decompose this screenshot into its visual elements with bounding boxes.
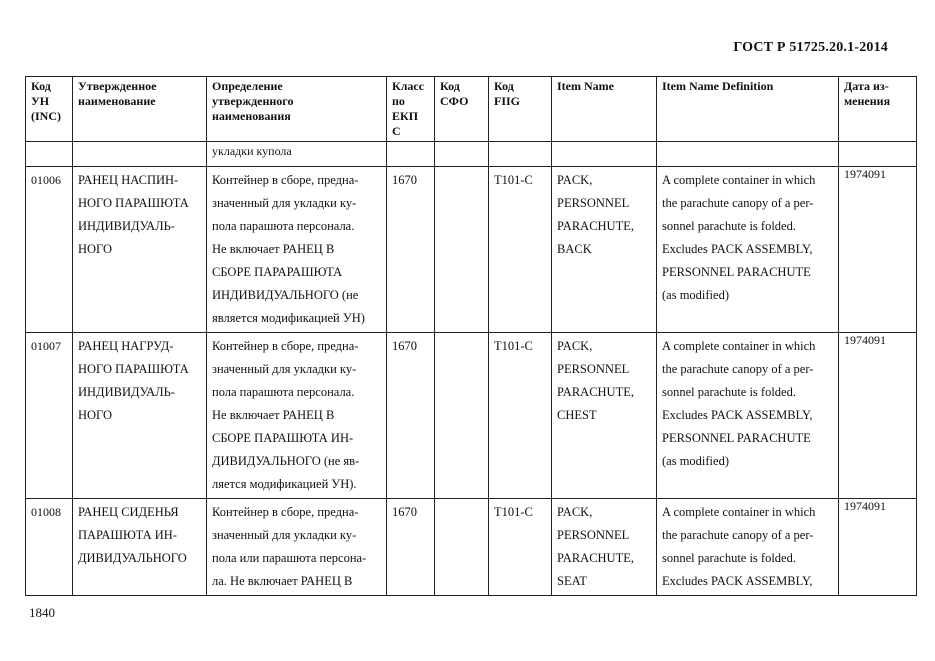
text-line: пола парашюта персонала.	[212, 219, 355, 233]
text-line: УН	[31, 94, 50, 108]
text-line: Excludes PACK ASSEMBLY,	[662, 574, 813, 588]
text-line: Контейнер в сборе, предна-	[212, 505, 359, 519]
text-line: Класс	[392, 79, 425, 93]
cell-name	[73, 499, 207, 596]
text-line: НОГО	[78, 242, 112, 256]
cell-fiig: T101-C	[489, 499, 552, 596]
text-line: ИНДИВИДУАЛЬ-	[78, 219, 175, 233]
cell-class	[387, 142, 435, 167]
document-header: ГОСТ Р 51725.20.1-2014	[733, 40, 888, 55]
text-line: Код	[31, 79, 51, 93]
text-line: Контейнер в сборе, предна-	[212, 173, 359, 187]
cell-date	[839, 142, 917, 167]
text-line: the parachute canopy of a per-	[662, 196, 814, 210]
text-line: РАНЕЦ НАГРУД-	[78, 339, 174, 353]
text-line: sonnel parachute is folded.	[662, 219, 796, 233]
text-line: Утвержденное	[78, 79, 157, 93]
text-line: НОГО	[78, 408, 112, 422]
cell-name	[73, 333, 207, 499]
cell-definition: укладки купола	[207, 142, 387, 167]
continuation-row	[26, 142, 917, 167]
text-line: (as modified)	[662, 454, 729, 468]
text-line: Дата из-	[844, 79, 889, 93]
text-line: Определение	[212, 79, 283, 93]
text-line: PERSONNEL	[557, 196, 630, 210]
text-line: FIIG	[494, 94, 521, 108]
col-header-definition	[207, 77, 387, 142]
text-line: Не включает РАНЕЦ В	[212, 408, 335, 422]
page-number: 1840	[29, 605, 55, 620]
col-header-date	[839, 77, 917, 142]
text-line: РАНЕЦ НАСПИН-	[78, 173, 179, 187]
text-line: ДИВИДУАЛЬНОГО	[78, 551, 187, 565]
cell-fiig: T101-C	[489, 167, 552, 333]
nomenclature-table	[25, 76, 917, 596]
text-line: Item Name	[557, 79, 614, 93]
text-line: Контейнер в сборе, предна-	[212, 339, 359, 353]
table-row	[26, 333, 917, 499]
col-header-item-definition	[657, 77, 839, 142]
cell-definition	[207, 333, 387, 499]
text-line: Код	[440, 79, 460, 93]
cell-definition	[207, 499, 387, 596]
table-row	[26, 499, 917, 596]
text-line: СФО	[440, 94, 469, 108]
text-line: the parachute canopy of a per-	[662, 362, 814, 376]
text-line: РАНЕЦ СИДЕНЬЯ	[78, 505, 179, 519]
cell-item-definition	[657, 499, 839, 596]
cell-code	[26, 142, 73, 167]
text-line: пола или парашюта персона-	[212, 551, 367, 565]
text-line: A complete container in which	[662, 505, 816, 519]
cell-date: 1974091	[839, 167, 917, 333]
text-line: ЕКП	[392, 109, 419, 123]
col-header-fiig	[489, 77, 552, 142]
text-line: Не включает РАНЕЦ В	[212, 242, 335, 256]
text-line: sonnel parachute is folded.	[662, 385, 796, 399]
text-line: the parachute canopy of a per-	[662, 528, 814, 542]
cell-class: 1670	[387, 333, 435, 499]
text-line: A complete container in which	[662, 339, 816, 353]
text-line: СБОРЕ ПАРАШЮТА ИН-	[212, 431, 354, 445]
cell-class: 1670	[387, 499, 435, 596]
cell-date: 1974091	[839, 333, 917, 499]
text-line: (as modified)	[662, 288, 729, 302]
text-line: (INC)	[31, 109, 61, 123]
text-line: Excludes PACK ASSEMBLY,	[662, 242, 813, 256]
text-line: CHEST	[557, 408, 597, 422]
text-line: ИНДИВИДУАЛЬНОГО (не	[212, 288, 359, 302]
cell-code: 01008	[26, 499, 73, 596]
text-line: наименования	[212, 109, 291, 123]
text-line: A complete container in which	[662, 173, 816, 187]
text-line: PARACHUTE,	[557, 551, 634, 565]
cell-sfo	[435, 499, 489, 596]
text-line: менения	[844, 94, 891, 108]
text-line: PARACHUTE,	[557, 385, 634, 399]
text-line: значенный для укладки ку-	[212, 528, 357, 542]
text-line: наименование	[78, 94, 156, 108]
cell-fiig: T101-C	[489, 333, 552, 499]
col-header-class	[387, 77, 435, 142]
cell-sfo	[435, 142, 489, 167]
text-line: СБОРЕ ПАРАРАШЮТА	[212, 265, 343, 279]
cell-fiig	[489, 142, 552, 167]
cell-item-name	[552, 167, 657, 333]
text-line: sonnel parachute is folded.	[662, 551, 796, 565]
cell-item-definition	[657, 333, 839, 499]
text-line: PACK,	[557, 339, 593, 353]
text-line: утвержденного	[212, 94, 294, 108]
text-line: BACK	[557, 242, 592, 256]
text-line: ляется модификацией УН).	[212, 477, 357, 491]
cell-name	[73, 167, 207, 333]
text-line: SEAT	[557, 574, 587, 588]
text-line: значенный для укладки ку-	[212, 196, 357, 210]
cell-item-name	[552, 499, 657, 596]
text-line: PERSONNEL PARACHUTE	[662, 431, 811, 445]
text-line: PARACHUTE,	[557, 219, 634, 233]
table-row	[26, 167, 917, 333]
text-line: ПАРАШЮТА ИН-	[78, 528, 177, 542]
text-line: ИНДИВИДУАЛЬ-	[78, 385, 175, 399]
text-line: НОГО ПАРАШЮТА	[78, 362, 189, 376]
text-line: Код	[494, 79, 514, 93]
cell-item-name	[552, 142, 657, 167]
col-header-sfo	[435, 77, 489, 142]
cell-date: 1974091	[839, 499, 917, 596]
text-line: С	[392, 124, 401, 138]
text-line: PACK,	[557, 173, 593, 187]
cell-name	[73, 142, 207, 167]
cell-item-name	[552, 333, 657, 499]
cell-sfo	[435, 167, 489, 333]
text-line: Excludes PACK ASSEMBLY,	[662, 408, 813, 422]
text-line: значенный для укладки ку-	[212, 362, 357, 376]
text-line: PACK,	[557, 505, 593, 519]
cell-sfo	[435, 333, 489, 499]
cell-definition	[207, 167, 387, 333]
text-line: по	[392, 94, 405, 108]
cell-item-definition	[657, 142, 839, 167]
text-line: НОГО ПАРАШЮТА	[78, 196, 189, 210]
col-header-item-name	[552, 77, 657, 142]
col-header-code	[26, 77, 73, 142]
text-line: PERSONNEL PARACHUTE	[662, 265, 811, 279]
text-line: ДИВИДУАЛЬНОГО (не яв-	[212, 454, 360, 468]
text-line: пола парашюта персонала.	[212, 385, 355, 399]
text-line: PERSONNEL	[557, 528, 630, 542]
cell-code: 01006	[26, 167, 73, 333]
text-line: Item Name Definition	[662, 79, 774, 93]
text-line: ла. Не включает РАНЕЦ В	[212, 574, 353, 588]
cell-item-definition	[657, 167, 839, 333]
table-header-row	[26, 77, 917, 142]
cell-class: 1670	[387, 167, 435, 333]
text-line: PERSONNEL	[557, 362, 630, 376]
text-line: является модификацией УН)	[212, 311, 365, 325]
col-header-name	[73, 77, 207, 142]
cell-code: 01007	[26, 333, 73, 499]
